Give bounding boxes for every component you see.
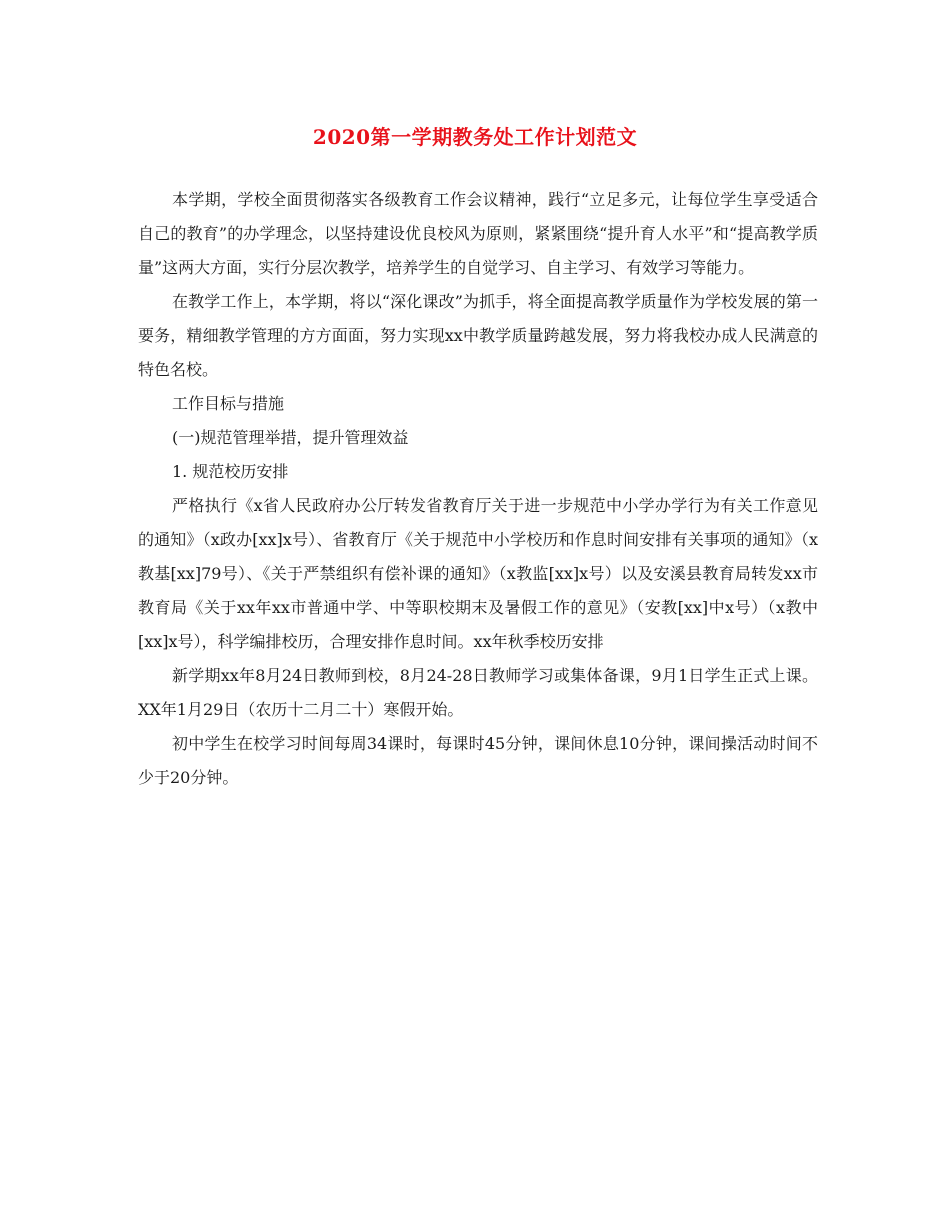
document-body — [138, 183, 818, 795]
paragraph-semester-dates: 新学期xx年8月24日教师到校，8月24-28日教师学习或集体备课，9月1日学生正式上课。XX年1月29日（农历十二月二十）寒假开始。 — [138, 666, 818, 719]
paragraph-teaching: 在教学工作上，本学期，将以“深化课改”为抓手，将全面提高教学质量作为学校发展的第一要务，精细教学管理的方方面面，努力实现xx中教学质量跨越发展，努力将我校办成人民满意的特色名校。 — [138, 292, 818, 379]
paragraph-schedule: 初中学生在校学习时间每周34课时，每课时45分钟，课间休息10分钟，课间操活动时间不少于20分钟。 — [138, 734, 818, 787]
paragraph-regulations: 严格执行《x省人民政府办公厅转发省教育厅关于进一步规范中小学办学行为有关工作意见的通知》（x政办[xx]x号）、省教育厅《关于规范中小学校历和作息时间安排有关事项的通知》（x教基[xx]79号）、《关于严禁组织有偿补课的通知》（x教监[xx]x号）以及安溪县教育局转发xx市教育局《关于xx年xx市普通中学、中等职校期末及暑假工作的意见》（安教[xx]中x号）（x教中[xx]x号），科学编排校历，合理安排作息时间。xx年秋季校历安排 — [138, 496, 818, 651]
heading-section-1: (一)规范管理举措，提升管理效益 — [172, 428, 409, 447]
page-title: 2020第一学期教务处工作计划范文 — [312, 125, 638, 149]
paragraph-intro: 本学期，学校全面贯彻落实各级教育工作会议精神，践行“立足多元，让每位学生享受适合自己的教育”的办学理念，以坚持建设优良校风为原则，紧紧围绕“提升育人水平”和“提高教学质量”这两大方面，实行分层次教学，培养学生的自觉学习、自主学习、有效学习等能力。 — [138, 190, 818, 277]
heading-goals: 工作目标与措施 — [172, 394, 285, 413]
heading-subsection-1: 1. 规范校历安排 — [172, 462, 289, 481]
